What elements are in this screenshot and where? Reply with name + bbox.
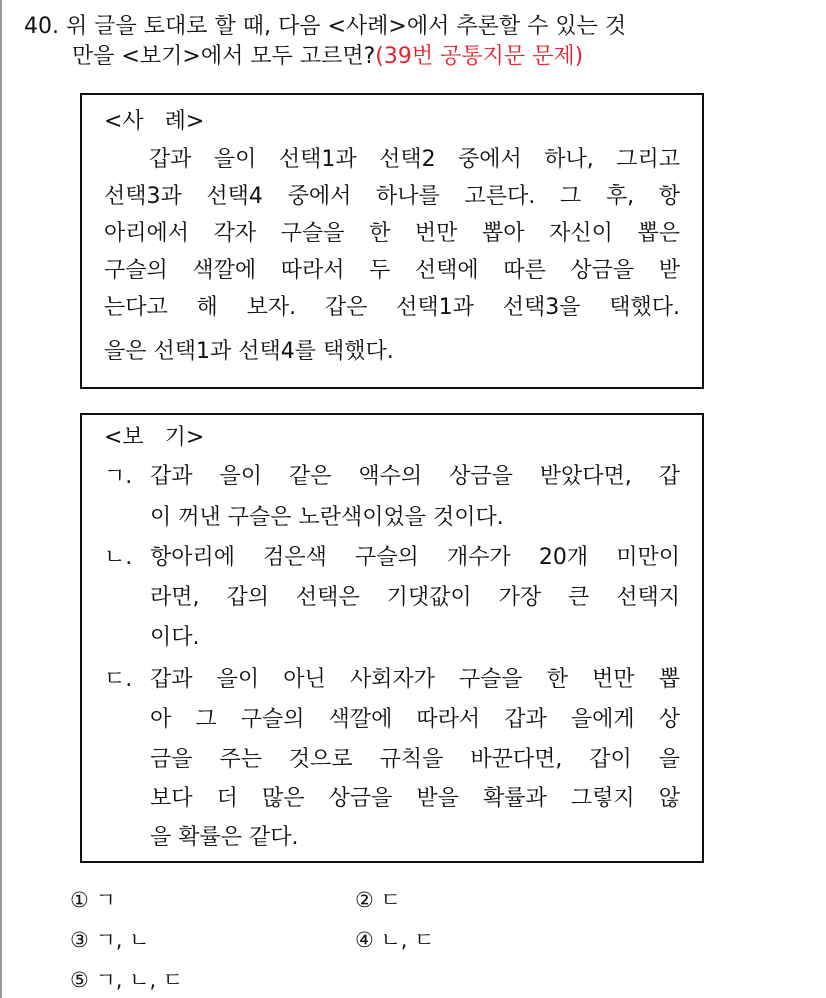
bogi-item-line: 아 그 구슬의 색깔에 따라서 갑과 을에게 상	[150, 707, 680, 732]
bogi-title: <보 기>	[104, 425, 205, 450]
choice-text: ㄱ, ㄴ	[95, 928, 150, 952]
choice-1[interactable]	[70, 886, 116, 914]
bogi-item-line: 갑과 을이 같은 액수의 상금을 받았다면, 갑	[150, 464, 680, 489]
case-line: 선택3과 선택4 중에서 하나를 고른다. 그 후, 항	[104, 184, 680, 209]
choice-number: ②	[355, 888, 374, 912]
bogi-item-line: 금을 주는 것으로 규칙을 바꾼다면, 갑이 을	[150, 747, 680, 772]
question-note: (39번 공통지문 문제)	[375, 44, 584, 69]
choice-text: ㄱ, ㄴ, ㄷ	[95, 968, 184, 992]
bogi-item-line: 을 확률은 같다.	[150, 825, 299, 850]
choice-text: ㄱ	[95, 888, 116, 912]
choice-number: ④	[355, 928, 374, 952]
case-line: 갑과 을이 선택1과 선택2 중에서 하나, 그리고	[104, 147, 680, 172]
bogi-item-line: 이다.	[150, 625, 200, 650]
bogi-item-line: 갑과 을이 아닌 사회자가 구슬을 한 번만 뽑	[150, 667, 680, 692]
case-title: <사 례>	[104, 109, 205, 134]
question-line-1	[24, 12, 764, 42]
choice-number: ①	[70, 888, 89, 912]
choice-4[interactable]	[355, 926, 434, 954]
bogi-box	[80, 413, 704, 863]
choice-number: ⑤	[70, 968, 89, 992]
case-line: 구슬의 색깔에 따라서 두 선택에 따른 상금을 받	[104, 258, 680, 283]
choice-3[interactable]	[70, 926, 149, 954]
bogi-marker-giyeok: ㄱ.	[104, 464, 133, 489]
page-left-border	[0, 0, 2, 998]
choice-5[interactable]	[70, 966, 183, 994]
question-line-2	[24, 42, 764, 72]
bogi-item-line: 이 꺼낸 구슬은 노란색이었을 것이다.	[150, 505, 504, 530]
choice-number: ③	[70, 928, 89, 952]
case-line: 을은 선택1과 선택4를 택했다.	[104, 339, 394, 364]
case-line: 는다고 해 보자. 갑은 선택1과 선택3을 택했다.	[104, 295, 680, 320]
question-number: 40.	[24, 14, 59, 39]
question-text-2: 만을 <보기>에서 모두 고르면?	[72, 44, 376, 69]
bogi-item-line: 보다 더 많은 상금을 받을 확률과 그렇지 않	[150, 786, 680, 811]
bogi-marker-digeut: ㄷ.	[104, 667, 133, 692]
bogi-item-line: 항아리에 검은색 구슬의 개수가 20개 미만이	[150, 545, 680, 570]
question-stem	[24, 12, 764, 72]
choice-2[interactable]	[355, 886, 401, 914]
choice-text: ㄷ	[380, 888, 401, 912]
question-text-1: 위 글을 토대로 할 때, 다음 <사례>에서 추론할 수 있는 것	[66, 14, 627, 39]
bogi-item-line: 라면, 갑의 선택은 기댓값이 가장 큰 선택지	[150, 585, 680, 610]
case-box	[80, 93, 704, 389]
case-line: 아리에서 각자 구슬을 한 번만 뽑아 자신이 뽑은	[104, 221, 680, 246]
choice-text: ㄴ, ㄷ	[380, 928, 435, 952]
bogi-marker-nieun: ㄴ.	[104, 545, 133, 570]
